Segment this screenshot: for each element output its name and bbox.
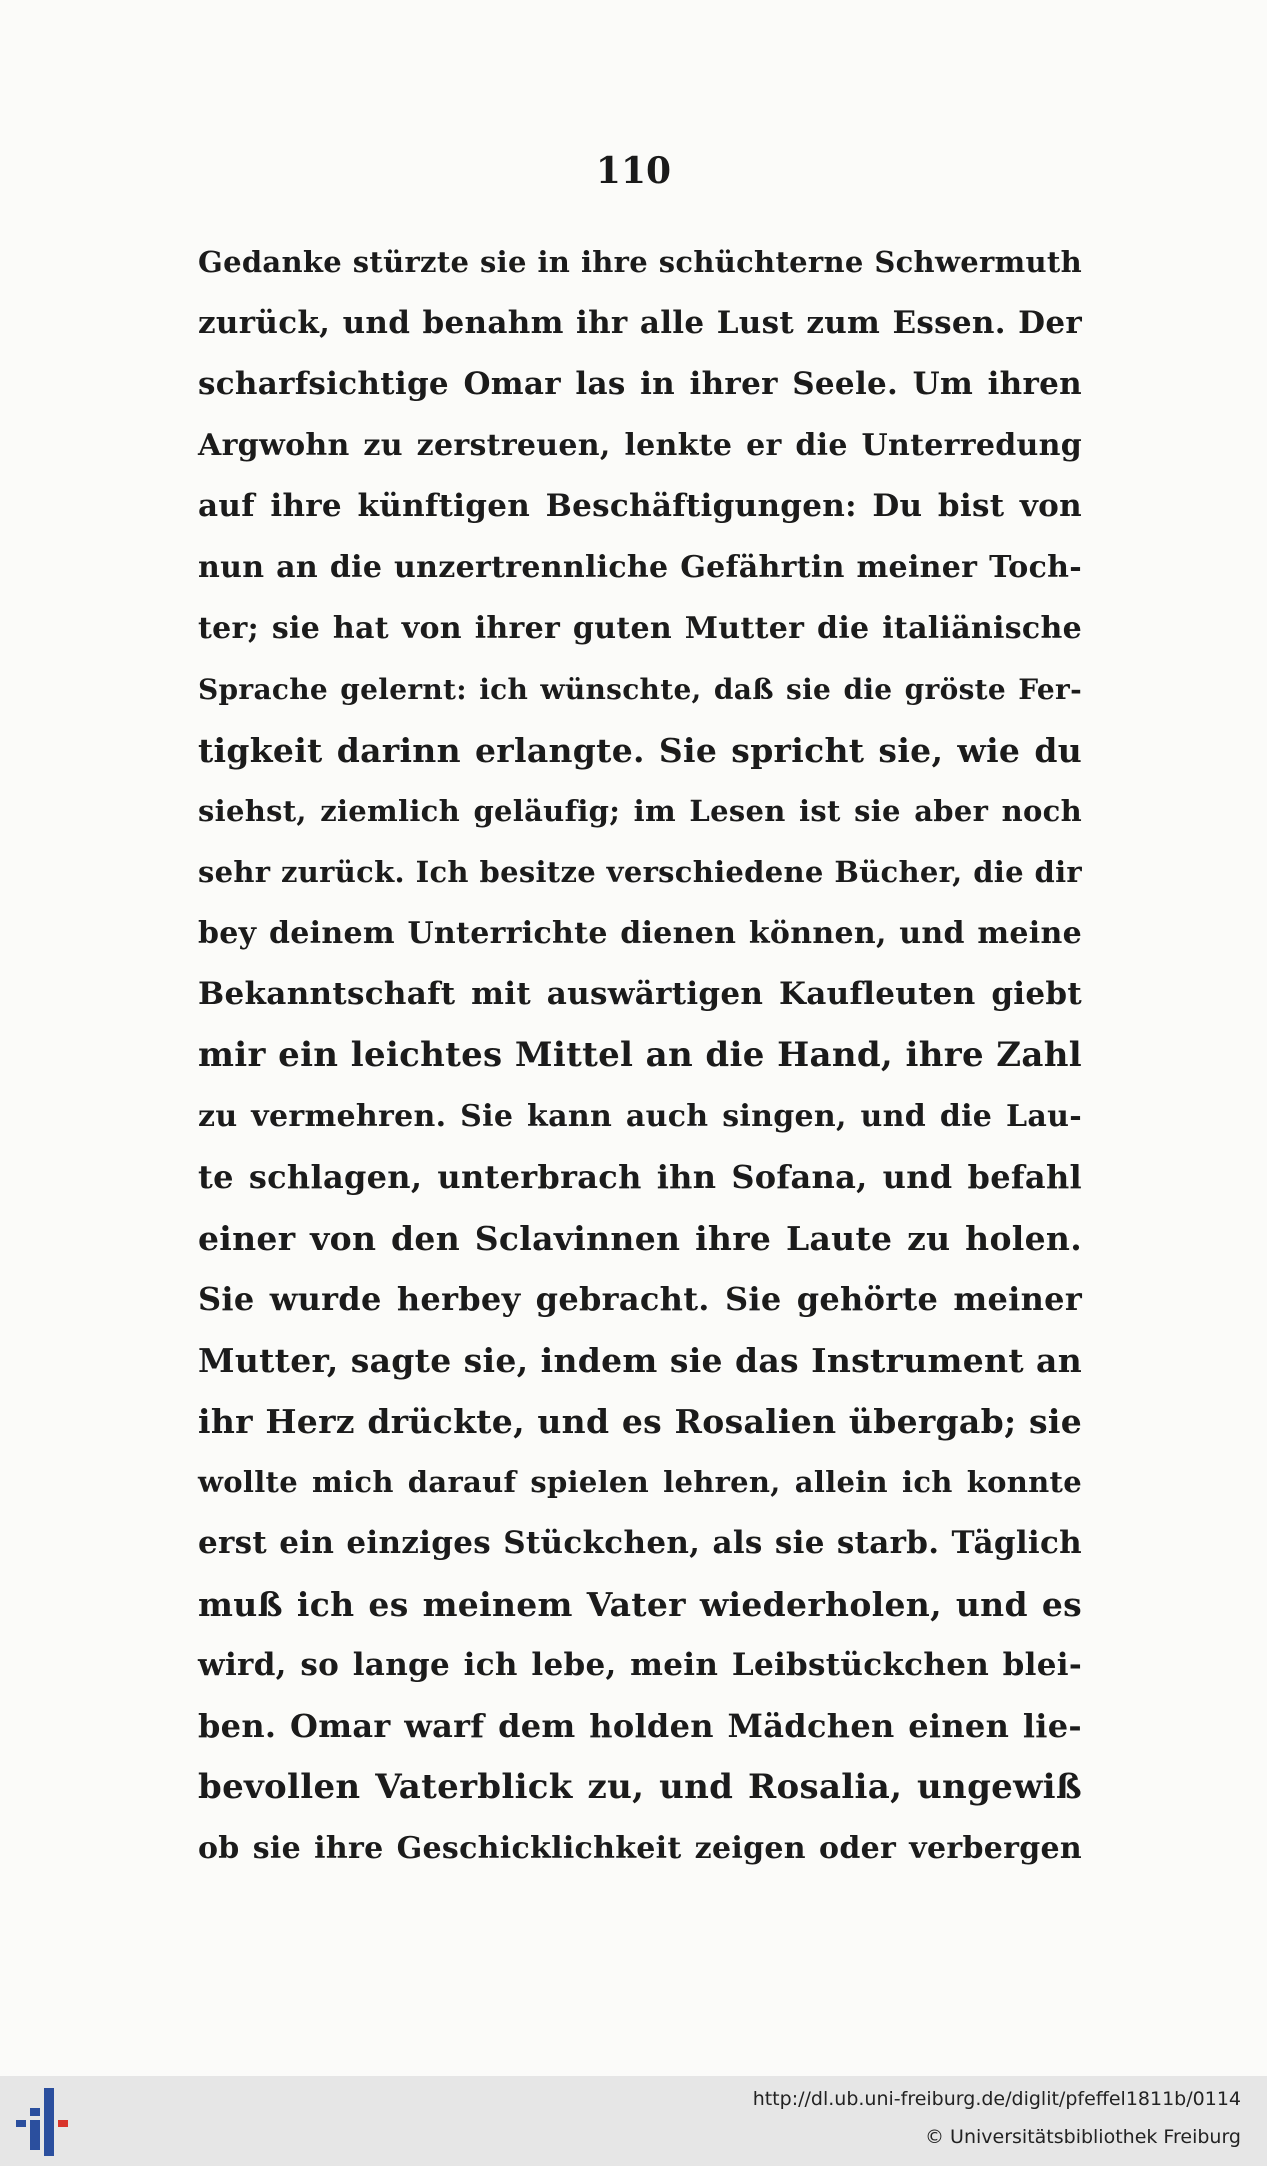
text-line: erst ein einziges Stückchen, als sie starb. Täglich xyxy=(198,1525,1082,1561)
text-line: nun an die unzertrennliche Gefährtin meiner Toch- xyxy=(198,550,1082,585)
footer-bar xyxy=(0,2076,1267,2166)
text-line: te schlagen, unterbrach ihn Sofana, und befahl xyxy=(198,1158,1082,1196)
text-line: zurück, und benahm ihr alle Lust zum Essen. Der xyxy=(198,305,1082,341)
text-line: scharfsichtige Omar las in ihrer Seele. Um ihren xyxy=(198,366,1082,402)
text-line: Sie wurde herbey gebracht. Sie gehörte meiner xyxy=(198,1280,1082,1318)
text-line: wird, so lange ich lebe, mein Leibstückchen blei- xyxy=(198,1647,1082,1683)
text-line: bey deinem Unterrichte dienen können, und meine xyxy=(198,916,1082,951)
text-line: Argwohn zu zerstreuen, lenkte er die Unterredung xyxy=(198,428,1082,463)
text-line: bevollen Vaterblick zu, und Rosalia, ungewiß xyxy=(198,1767,1082,1807)
text-line: mir ein leichtes Mittel an die Hand, ihre Zahl xyxy=(198,1035,1082,1075)
text-line: Sprache gelernt: ich wünschte, daß sie die gröste Fer- xyxy=(198,673,1082,706)
text-line: sehr zurück. Ich besitze verschiedene Bücher, die dir xyxy=(198,855,1082,889)
page-number: 110 xyxy=(595,150,672,192)
text-line: tigkeit darinn erlangte. Sie spricht sie, wie du xyxy=(198,731,1082,770)
text-line: siehst, ziemlich geläufig; im Lesen ist sie aber noch xyxy=(198,794,1082,828)
text-block xyxy=(198,232,1082,1879)
text-line: muß ich es meinem Vater wiederholen, und es xyxy=(198,1585,1082,1624)
text-line: ter; sie hat von ihrer guten Mutter die italiänische xyxy=(198,611,1082,646)
text-line: ben. Omar warf dem holden Mädchen einen lie- xyxy=(198,1707,1082,1745)
text-line: ob sie ihre Geschicklichkeit zeigen oder verbergen xyxy=(198,1831,1082,1866)
text-line: einer von den Sclavinnen ihre Laute zu holen. xyxy=(198,1219,1082,1258)
text-line: wollte mich darauf spielen lehren, allein ich konnte xyxy=(198,1465,1082,1499)
footer-url-link[interactable]: http://dl.ub.uni-freiburg.de/diglit/pfeffel1811b/0114 xyxy=(752,2088,1241,2110)
text-line: auf ihre künftigen Beschäftigungen: Du bist von xyxy=(198,488,1082,524)
ub-freiburg-logo-icon xyxy=(14,2082,84,2162)
text-line: Mutter, sagte sie, indem sie das Instrument an xyxy=(198,1341,1082,1380)
footer-copyright: © Universitätsbibliothek Freiburg xyxy=(925,2126,1241,2148)
text-line: ihr Herz drückte, und es Rosalien übergab; sie xyxy=(198,1402,1082,1441)
text-line: zu vermehren. Sie kann auch singen, und die Lau- xyxy=(198,1099,1082,1134)
text-line: Bekanntschaft mit auswärtigen Kaufleuten giebt xyxy=(198,976,1082,1012)
text-line: Gedanke stürzte sie in ihre schüchterne Schwermuth xyxy=(198,245,1082,279)
